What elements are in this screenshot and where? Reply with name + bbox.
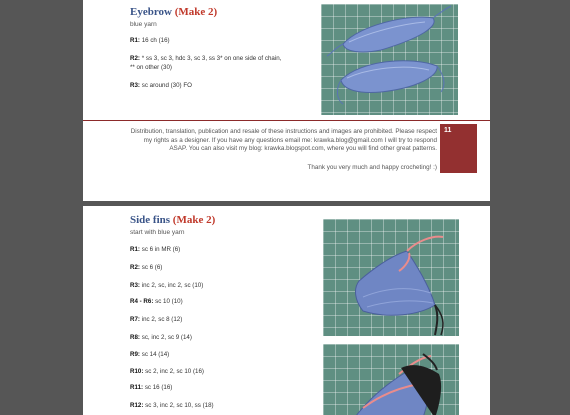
section-title <box>130 6 217 18</box>
section-title-text: Side fins <box>130 214 171 226</box>
copyright-line: Distribution, translation, publication and resale of these instructions and images are prohibited. Please respect <box>130 128 437 135</box>
make-count: (Make 2) <box>172 214 216 226</box>
document-page <box>83 0 490 201</box>
pattern-row <box>130 333 192 342</box>
pattern-row <box>130 367 204 376</box>
section-title <box>130 214 215 226</box>
side-fin-photo <box>323 219 459 336</box>
row-text: sc 2, inc 2, sc 10 (16) <box>145 368 204 375</box>
pattern-row <box>130 63 172 72</box>
row-label: R12: <box>130 402 144 409</box>
make-count: (Make 2) <box>174 6 218 18</box>
pattern-row <box>130 245 180 254</box>
row-text: sc 16 (16) <box>144 384 173 391</box>
row-text: inc 2, sc, inc 2, sc (10) <box>141 282 204 289</box>
section-subtitle: start with blue yarn <box>130 229 185 236</box>
row-label: R8: <box>130 334 140 341</box>
pattern-row <box>130 281 203 290</box>
pattern-row <box>130 54 281 63</box>
row-text: sc 6 (6) <box>141 264 163 271</box>
row-text: sc, inc 2, sc 9 (14) <box>141 334 192 341</box>
row-label: R2: <box>130 264 140 271</box>
row-text: sc 14 (14) <box>141 351 170 358</box>
thanks-note: Thank you very much and happy crocheting! :) <box>307 164 437 171</box>
row-text: sc 6 in MR (6) <box>141 246 181 253</box>
row-text: inc 2, sc 8 (12) <box>141 316 183 323</box>
footer-divider <box>83 120 490 121</box>
row-label: R1: <box>130 37 140 44</box>
pattern-row <box>130 315 182 324</box>
row-label: R10: <box>130 368 144 375</box>
section-title-text: Eyebrow <box>130 6 172 18</box>
row-text: 16 ch (16) <box>141 37 170 44</box>
row-label: R4 - R6: <box>130 298 154 305</box>
row-text: sc 3, inc 2, sc 10, ss (18) <box>145 402 214 409</box>
document-page <box>83 206 490 415</box>
pattern-row <box>130 297 183 306</box>
pattern-row <box>130 263 162 272</box>
side-fin-photo <box>323 344 459 415</box>
pattern-row <box>130 81 192 90</box>
copyright-line: my rights as a designer. If you have any questions email me: krawka.blog@gmail.com I will try to respond <box>143 136 437 144</box>
copyright-notice <box>89 128 437 154</box>
page-number-badge <box>440 124 477 173</box>
row-label: R1: <box>130 246 140 253</box>
pattern-row <box>130 401 214 410</box>
pattern-row <box>130 36 170 45</box>
row-label: R3: <box>130 282 140 289</box>
section-subtitle: blue yarn <box>130 21 157 28</box>
row-label: R11: <box>130 384 144 391</box>
row-label: R9: <box>130 351 140 358</box>
row-text: sc around (30) FO <box>141 82 192 89</box>
row-text: sc 10 (10) <box>155 298 183 305</box>
row-text: * ss 3, sc 3, hdc 3, sc 3, ss 3* on one side of chain, <box>141 55 282 62</box>
row-text: ** on other (30) <box>130 64 172 71</box>
eyebrow-photo <box>321 4 458 115</box>
copyright-line: ASAP. You can also visit my blog: krawka.blogspot.com, where you will find other great patterns. <box>169 145 437 153</box>
row-label: R3: <box>130 82 140 89</box>
page-number: 11 <box>444 127 452 134</box>
row-label: R2: <box>130 55 140 62</box>
pattern-row <box>130 383 172 392</box>
pattern-row <box>130 350 169 359</box>
row-label: R7: <box>130 316 140 323</box>
